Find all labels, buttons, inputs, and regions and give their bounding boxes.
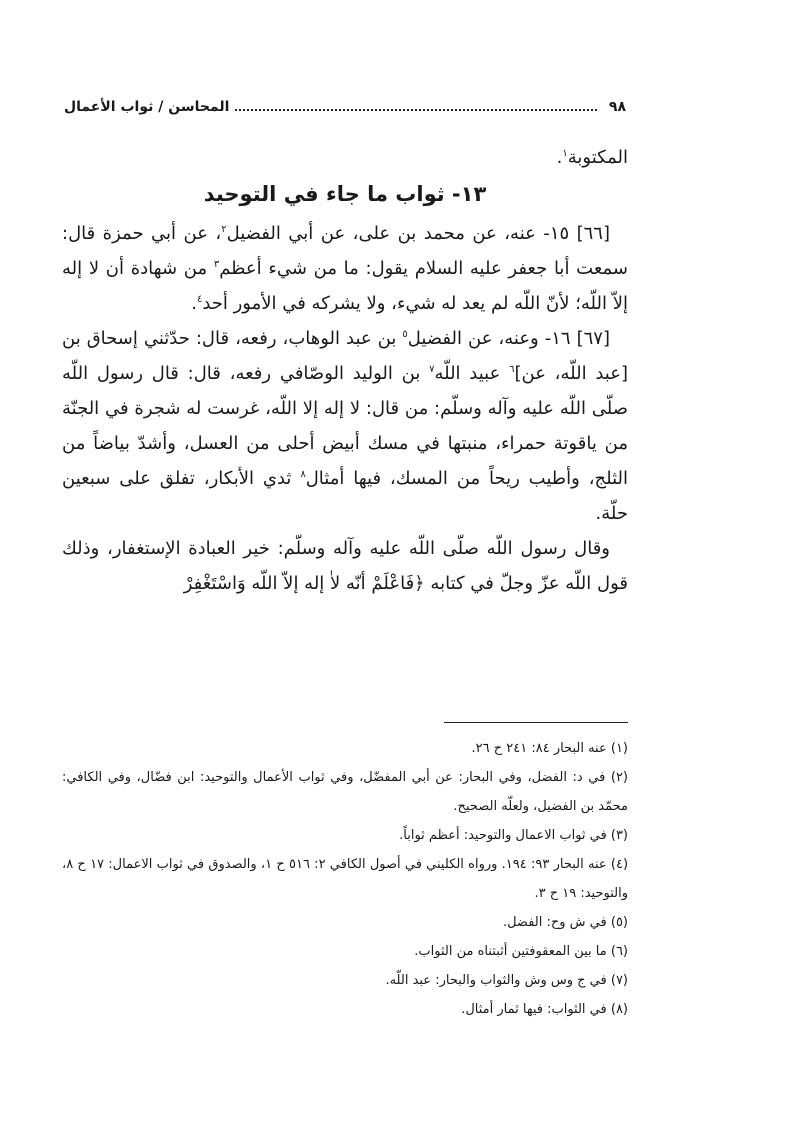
page-header [64, 92, 626, 122]
footnote-ref: ٨ [300, 469, 306, 480]
footnote-ref: ٦ [509, 364, 515, 375]
running-title: المحاسن / ثواب الأعمال [64, 99, 230, 115]
hadith-67-text: بن عبد الوهاب، رفعه، قال: حدّثني إسحاق بن [عبد اللّه، عن] [62, 328, 628, 384]
closing-paragraph: وقال رسول اللّه صلّى اللّه عليه وآله وسلّم: خير العبادة الإستغفار، وذلك قول اللّه عزّ وجلّ في كتابه ﴿فَاعْلَمْ أنّه لاٰ إله إلاّ اللّه وَاسْتَغْفِرْ [62, 538, 628, 594]
hadith-66-text: ، عن أبي حمزة قال: سمعت أبا جعفر عليه السلام يقول: ما من شيء أعظم [62, 223, 628, 279]
hadith-67 [62, 321, 628, 531]
dotted-leader [235, 109, 597, 111]
footnote: (١) عنه البحار ٨٤: ٢٤١ ح ٢٦. [471, 741, 628, 756]
footnote: (٣) في ثواب الاعمال والتوحيد: أعظم ثواباً. [399, 828, 628, 843]
footnote-ref: ٧ [429, 364, 435, 375]
hadith-66-text: . [191, 293, 197, 314]
footnote: (٧) في ج وس وش والثواب والبحار: عبد اللّه. [385, 973, 628, 988]
hadith-66-text: [٦٦] ١٥- عنه، عن محمد بن على، عن أبي الفضيل [226, 223, 611, 244]
footnote-ref: ٣ [213, 259, 220, 270]
main-text [62, 140, 628, 601]
footnote-divider [444, 722, 628, 723]
footnote: (٢) في د: الفضل، وفي البحار: عن أبي المفضّل، وفي ثواب الأعمال والتوحيد: ابن فضّال، وفي الكافي: محمّد بن الفضيل، ولعلّه الصحيح. [62, 770, 628, 814]
hadith-67-text: عبيد اللّه [434, 363, 510, 384]
hadith-67-text: بن الوليد الوصّافي رفعه، قال: قال رسول اللّه صلّى اللّه عليه وآله وسلّم: من قال: لا إله إلا اللّه، غرست له شجرة في الجنّة من ياقوتة حمراء، منبتها في مسك أبيض أحلى من العسل، وأشدّ بياضاً من الثلج، وأطيب ريحاً من المسك، فيها أمثال [62, 363, 629, 489]
page-number: ٩٨ [608, 99, 626, 115]
footnote: (٤) عنه البحار ٩٣: ١٩٤. ورواه الكليني في أصول الكافي ٢: ٥١٦ ح ١، والصدوق في ثواب الاعمال: ١٧ ح ٨، والتوحيد: ١٩ ح ٣. [62, 857, 629, 901]
hadith-66-text: من شهادة أن لا إله إلاّ اللّه؛ لأنّ اللّه لم يعد له شيء، ولا يشركه في الأمور أحد [62, 258, 628, 314]
opening-line-text: المكتوبة [567, 147, 628, 168]
footnote: (٨) في الثواب: فيها ثمار أمثال. [461, 1002, 628, 1017]
section-title: ١٣- ثواب ما جاء في التوحيد [203, 182, 487, 206]
footnote: (٦) ما بين المعقوفتين أثبتناه من الثواب. [414, 944, 628, 959]
footnote: (٥) في ش وح: الفضل. [502, 915, 628, 930]
hadith-66 [62, 216, 628, 321]
footnote-ref: ١ [562, 148, 568, 159]
footnote-ref: ٤ [196, 294, 203, 305]
opening-line: المكتوبة$^١$. [556, 147, 628, 168]
footnote-ref: ٥ [402, 329, 408, 340]
footnote-ref: ٢ [221, 224, 227, 235]
hadith-67-text: ثدي الأبكار، تفلق على سبعين حلّة. [62, 468, 628, 524]
footnotes [62, 734, 628, 1024]
hadith-67-text: [٦٧] ١٦- وعنه، عن الفضيل [407, 328, 610, 349]
